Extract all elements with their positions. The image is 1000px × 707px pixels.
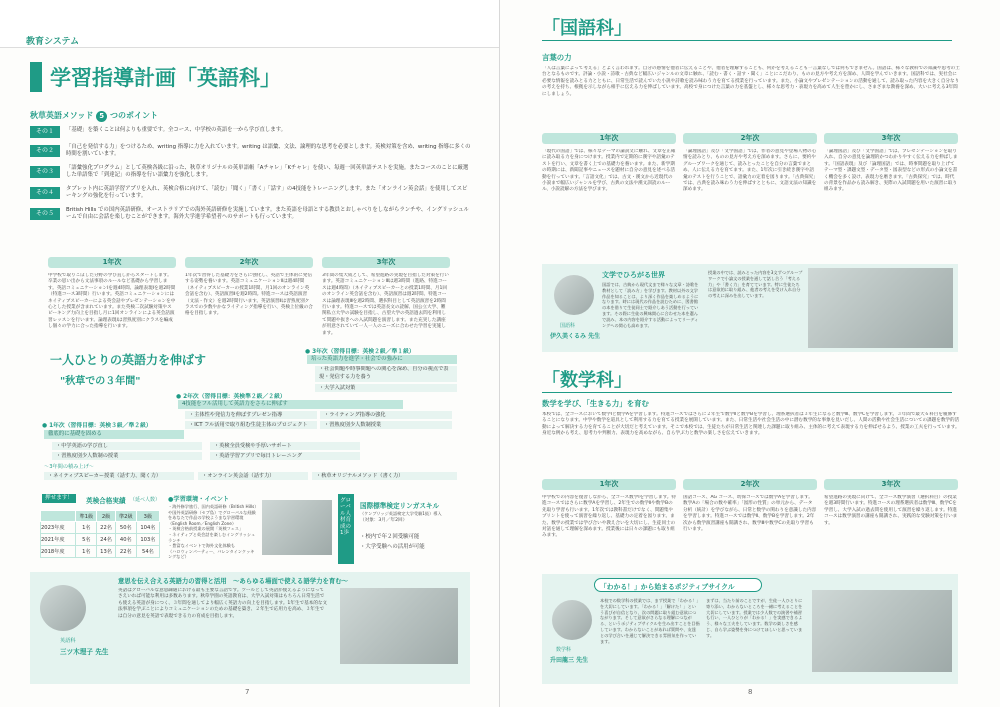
math-teacher-photo (552, 600, 592, 640)
math-teacher-role: 数学科 (556, 647, 572, 653)
env-list (168, 504, 258, 560)
table-cell: 2023年度 (41, 522, 76, 534)
course-item: ・校内で年２回受験可能 (360, 534, 420, 540)
stage3-item: ・社会問題や時事問題への関心を深め、自分の視点で表現・発信する力を養う (315, 366, 457, 382)
stage3-bar: 培った英語力を進学・社会での強みに (307, 355, 457, 364)
env-title: ●学習環境・イベント (168, 496, 230, 503)
math-year-3-label: 3年次 (824, 479, 958, 490)
table-cell: 13名 (97, 546, 115, 558)
stage1-item: ・ネイティブスピーカー授業（話す力、聞く力） (44, 472, 194, 480)
literature-class-photo (808, 268, 953, 348)
course-item: ・大学受験への活用が可能 (360, 544, 425, 550)
math-title: 「数学科」 (542, 370, 632, 391)
year-3-label: 3年次 (322, 257, 450, 268)
stage2-item: ・主体性や発信力を伸ばすプレゼン指導 (185, 411, 317, 419)
stage2-item: ・ICT フル活用で取り組む生徒主体のプロジェクト (185, 421, 317, 429)
jp-title: 「国語科」 (542, 18, 632, 39)
stage1-item: ・秋草オリジナルメソッド（書く力） (312, 472, 457, 480)
math-intro: 本校では、全コースにおいて数学Ⅰと数学Aを学習します。特進コースではさらに２年生で数学Ⅱと数学Bを学習し、理系選択者は３年生になると数学Ⅲ、数学Cを学習します。３年間で最大６科目を履修することになります。中学や数学を道具として利用する力を育てる授業を展開しています。また、日常生活や社会生活の中に潜む数学的な事象を見いだし、人間の活動や社会生活についての課題を数学的活動によって解決する力を育てることが大切だと考えています。そこで本校では、生徒たちが日常生活と関連した課題に取り組み、主体的に考えて表現する力を伸ばせるよう、授業の工夫を行っています。身近な例から考え、思考力や判断力、表現力を高めながら、自ら学ぶ力と数学の楽しさを伝えていきます。 (542, 412, 960, 437)
point-text: 「語彙強化プログラム」として英検各級に沿った、秋草オリジナルの英単語帳「Aチャレ」「Kチャレ」を使い、毎週一回英単語テストを実施。またコースのことに厳選した単語集で「到達記」の指導を行い語彙力を強化します。 (66, 165, 469, 179)
page-number: 8 (748, 688, 753, 696)
math-year-1-label: 1年次 (542, 479, 676, 490)
stage1-item: ・英語学習アプリで毎日トレーニング (210, 452, 360, 460)
stage2-bar: 4技能をフル活用して英語力をさらに伸ばす (178, 400, 403, 409)
year-3-text: 3年間の集大成として、希望進路の実現を目指した対策を行います。英語コミュニケーションⅢは週3時間（進路、特進コースは週4時間）（ネイティブスピーカーとの授業1時間、月1回のオンライン英会話を含む）、英語演習は週2時間、特進コースは論理表現Ⅲを週2時間、選択科目として英語演習を2時間行います。特進コースでは英語長文の読解、国公立大学、難関私立大学の試験を目指し、古望大学の英語過去問を利用して問題や抜きへの入試問題を演習します。また充実した講座が用意されていて一人一人のニーズに合わせた学習を実施します。 (322, 273, 449, 336)
table-cell: 103名 (136, 534, 159, 546)
page-8 (500, 0, 1000, 707)
literature-teacher-photo (554, 275, 594, 315)
course-note: （対象：3月／年2回） (360, 518, 408, 523)
global-banner-text: グローバル人材育成の1歩 (340, 498, 352, 537)
teacher-name: 三ツ木理子 先生 (60, 648, 109, 656)
point-item (30, 207, 475, 228)
points-title-post: つのポイント (109, 111, 158, 120)
stage2-title: ● 2年次（習得目標：英検準２級／２級） (176, 394, 286, 400)
positive-text-2: まずは、当たり前のことですが、生徒一人ひとりに寄り添い、わからないところを一緒に考えることを大切にしています。授業では少人数での演習や補習も行い、一人ひとりが「わかる！」を実感できるよう、様々な工夫をしています。数学の楽しさを感じ、自ら学ぶ姿勢を身につけてほしいと思っています。 (706, 598, 803, 638)
math-year-2-label: 2年次 (683, 479, 817, 490)
env-item: ・豊富なイベントで海外文化体験も (168, 543, 236, 549)
results-note: （延べ人数） (130, 497, 161, 503)
jp-year-3-text: 「論理国語」及び「文学国語」では、プレゼンテーションを取り入れ、自分の意見を論理的かつわかりやすく伝える力を伸ばします。「国語表現」及び「論理国語」では、時事問題を取り上げてテーマ型・課題文型・データ型・図表型などの形式の小論文を書く機会を多く設け、表現力を磨きます。「古典探究」では、時代の背景を作品から読み解き、実際の入試問題を用いた演習に取り組みます。 (824, 149, 958, 193)
table-cell: 24名 (97, 534, 115, 546)
teacher-text: 英語はグローバルな意思疎通における最も主要な言語です。ツールとして英語が使えるようになってさえいれば可能な利用は多数あります。秋草学園の英語教育は、大学入試対策はもちろん日常生活でも使える英語が身につく、３年間を通してより幅広く英語力の向上を目指します。1年生で基本的な文法事項を学ぶことによりコミュニケーションのための基礎を築き、２年生で応用力を高め、３年生では自分の意見を英語で表現できる力の育成を目指します。 (118, 588, 328, 619)
stage2-item: ・習熟度別少人数制授業 (320, 421, 452, 429)
year-1-text: 中学校で取りこぼした分野の学び直しからスタートします。卒業の思い出から文法事項のルールなど基礎から学習します。英語コミュニケーションⅠを週4時間、論理表現Ⅰを週2時間（特進コース3時間）行います。英語コミュニケーションにはネイティブスピーカーによる英会話やプレゼンテーションを中心とした授業が含まれています。また英検二次試験対策やスピーキング力向上を目指し月に1回オンラインによる英会話演習レッスンを行います。論理表現Ⅰは習熟度別にクラスを編成し個々の学力に合った指導を行います。 (48, 273, 176, 330)
event-photo (262, 500, 332, 555)
teacher-photo (40, 585, 86, 631)
table-cell: 1名 (76, 522, 97, 534)
point-item (30, 186, 475, 207)
positive-text: 本校での数学科の授業では、まず授業で「わかる！」を大切にしています。「わかる！」「解けた！」という喜びが自信となり、次の問題に取り組む意欲につながります。そして意欲がさらなる理解につながる、というポジティブサイクルを生み出すことを目指しています。わからないことがあれば質問や、友達との学び合いを通じて解決できる雰囲気を作っています。 (600, 598, 700, 644)
title-accent (30, 62, 42, 92)
point-item (30, 144, 475, 165)
table-row (41, 534, 160, 546)
page-title: 学習指導計画「英語科」 (50, 66, 281, 90)
table-cell: 22名 (97, 522, 115, 534)
table-row (41, 546, 160, 558)
table-cell: 50名 (115, 522, 136, 534)
stage3-title: ● 3年次（習得目標：英検２級／準１級） (305, 349, 415, 355)
jp-underline (542, 40, 952, 41)
point-text: 「自己を発信する力」をつけるため、writing 指導に力を入れています。writing は語彙、文法、論理的な思考を必要とします。英検対策を含め、writing 指導に多くの時間を割いています。 (66, 144, 471, 158)
points-title-pre: 秋草英語メソッド (30, 111, 94, 120)
point-label: その３ (30, 166, 60, 178)
points-list (30, 125, 475, 228)
math-class-photo (812, 590, 952, 672)
table-row (41, 522, 160, 534)
point-text: 「基礎」を築くことは何よりも重要です。全コース、中学校の英語を一から学び直します。 (66, 127, 287, 133)
point-label: その２ (30, 145, 60, 157)
jp-intro: 「人は言葉によって考える」とよく言われます。自分の感情を他者に伝えることや、他者を理解することも、何かを考えることも一言葉なしでは何もできません。国語は、様々な教科での知識や思考の土台となるものです。評論・小説・詩歌・古典など幅広いジャンルの文章に触れ、「読む・書く・話す・聞く」ことにこだわり、ものの見方や考え方を深め、人間を学んでいきます。国語科では、実社会に必要な情報を読みとる力とともに、日常生活で読んでいた小説や詩歌を読み味わう力を育てる授業を行っています。また、小論文やプレゼンテーションの活動を通して、読み取った内容を大きく自分なりの考えを持ち、根拠を示しながら相手に伝える力を伸ばしています。高校で身につけた言葉の力を基盤とし、様々な思考力・表現力を高めて人生を豊かにし、さまざまな教養を深め、大いに考える3年間にしましょう。 (542, 66, 960, 97)
jp-year-1-text: 「現代の国語」では、様々なテーマの論説文に触れ、文章を正確に読み取る力を身につけます。授業内で定期的に漢字や語彙のテストを行い、文章を書く上での基礎力を養います。また、新学期の時期には、新聞記事やニュースを題材に自分の意見を述べる活動を行っています。「言語文化」では、古文・漢文から近現代の小説まで幅広いジャンルを学び、古典の文法や漢文訓読のルール、小説読解の方法を学びます。 (542, 149, 676, 193)
stage1-bar: 徹底的に基礎を固める (44, 430, 184, 439)
table-cell: 1名 (76, 546, 97, 558)
class-photo (340, 588, 458, 664)
jp-year-3-label: 3年次 (824, 133, 958, 144)
year-2-text: 1年次で習得した基礎力をさらに強化し、英語で主体的に発信する姿勢を養います。英語コミュニケーションⅡは週4時間（ネイティブスピーカーの授業1時間、月1回のオンライン英会話を含む）、英語演習Ⅱを週2時間。特進コースは英語演習（文法・作文）を週2時間行います。英語演習Ⅱは習熟度別クラスでの少数やかなライティング指導を行い、英検上位級の合格を目指します。 (185, 273, 313, 317)
table-cell (41, 511, 76, 522)
stage1-divider: ～3年間の積み上げ～ (44, 464, 94, 470)
stage1-item: ・英検全員受検や手厚いサポート (210, 442, 360, 450)
teacher-role: 英語科 (60, 638, 76, 644)
env-item: （English Room／English Zone） (168, 520, 237, 526)
env-item: ・ネイティブと英会話を楽しむイングリッシュランチ (168, 531, 256, 543)
positive-title: 「わかる！」から始まるポジティブサイクル (600, 583, 735, 591)
literature-title: 文学でひろがる世界 (602, 271, 665, 279)
math-year-3-text: 希望進路の実現に向けて、全コース数学演習（選択科目）の授業を週3時間行います。特進コースの理系選択者は数学Ⅲ、数学Cを学習し、大学入試の過去問を使用して演習を繰り返します。特進コースは数学演習の講座も開講され、実践的な受験対策を行います。 (824, 495, 958, 526)
point-text: British Hills での国内英語研修、オーストラリアでの海外英語研修を実施しています。また英語を母語とする教員とおしゃべりをしながらランチや、イングリッシュルームで自由に会話を楽しむことができます。海外大学進学希望者へのサポートも行っています。 (66, 207, 469, 221)
env-item: ・海外修学旅行、国内英語研修（British Hills）や国外英語研修（セブ島）でグローバルな経験をあなたで作品の学校ようまな学習環境 (168, 504, 257, 521)
math-year-1-text: 中学校での内容を復習しながら、全コース数学Ⅰを学習します。特進コースではさらに数学Aを学習し、2年生での数学Ⅱや数学Bの先取り学習も行います。1年次では教科書だけでなく、問題集やプリントを使って演習を繰り返し、基礎力の定着を図ります。また、数学の授業では学び合いや教え合いを大切にし、生徒同士の対話を通して理解を深めます。授業後には日々の課題にも取り組みます。 (542, 495, 676, 539)
jp-year-1-label: 1年次 (542, 133, 676, 144)
results-title: 英検合格実績 (86, 497, 126, 505)
point-label: その４ (30, 187, 60, 199)
point-item (30, 165, 475, 186)
table-cell: 3級 (136, 511, 159, 522)
table-cell: 40名 (115, 534, 136, 546)
table-cell: 54名 (136, 546, 159, 558)
course-title: 国際標準検定リンガスキル (360, 502, 440, 510)
stage3-item: ・大学入試対策 (315, 384, 457, 392)
growth-subtitle: "秋草での３年間" (60, 376, 141, 387)
table-cell: 準2級 (115, 511, 136, 522)
points-heading (30, 110, 158, 122)
course-subtitle: （ケンブリッジ英語検定大学受験1級）導入 (360, 511, 442, 516)
stage1-item: ・中学英語の学び直し (52, 442, 202, 450)
math-underline (542, 392, 952, 393)
literature-text: 国語では、古典から現代文まで様々な文章・詩歌を教材として「読み方」を学びます。教材以外の文学作品を知ることは、より深く作品を楽しめるようになります。時には現代の作品を読むために、図書館の本を借りて生徒同士で紹介しあう活動を行っています。その際に生徒の興味関心に合わせた本を選んで読み、本の内容を紹介する活動によってリーディングへの関心も高めます。 (602, 282, 699, 328)
table-cell: 5名 (76, 534, 97, 546)
point-item (30, 125, 475, 144)
table-cell: 準1級 (76, 511, 97, 522)
env-item: （ハロウィンパーティー、バレンタインクッキングなど） (168, 548, 255, 560)
jp-year-2-text: 「論理国語」及び「文学国語」では、作者の意見や登場人物の心情を読みとり、ものの見方や考え方を深めます。さらに、要約やグループワークを通じて、読みとったことを自分の言葉でまとめ、人に伝える力を育てます。また、1年次に引き続き漢字や語彙のテストを行うことで、語彙力の定着を図ります。「古典探究」では、古典を読み味わう力を伸ばすとともに、文語文法の知識を深めます。 (683, 149, 817, 193)
table-cell: 2級 (97, 511, 115, 522)
literature-name: 伊久美くるみ 先生 (550, 333, 601, 340)
header-label: 教育システム (26, 37, 80, 47)
math-teacher-name: 升田龍三 先生 (550, 657, 589, 664)
point-label: その５ (30, 208, 60, 220)
literature-role: 国語科 (560, 323, 576, 329)
stage1-item: ・オンライン英会話（話す力） (198, 472, 308, 480)
table-cell: 2018年度 (41, 546, 76, 558)
table-cell: 2021年度 (41, 534, 76, 546)
growth-title: 一人ひとりの英語力を伸ばす (50, 353, 207, 367)
stage1-item: ・習熟度別少人数制の授業 (52, 452, 202, 460)
table-cell: 104名 (136, 522, 159, 534)
point-text: タブレット内に英語学習アプリを入れ、英検合格に向けて、「読む」「聞く」「書く」「話す」の4技能をトレーニングします。また「オンライン英会話」を使用してスピーキングの強化を行っています。 (66, 186, 468, 200)
math-subtitle: 数学を学び、「生きる力」を育む (542, 399, 649, 408)
stage1-title: ● 1年次（習得目標：英検３級／準２級） (42, 423, 152, 429)
results-hint: 押せます！ (42, 494, 76, 503)
year-1-label: 1年次 (48, 257, 176, 268)
results-table (40, 510, 160, 558)
page-number: 7 (245, 688, 250, 696)
math-year-2-text: 国語コース、AG コース、幼保コースでは数学Aを学習します。数学Aの「場合の数や確率」「図形の性質」の単元から、データ分析（統計）を学びながら、日常と数学の関わりを意識した内容を学習します。特進コースでは数学Ⅱ、数学Bを学習します。2年次から数学演習講座も開講され、数学Ⅲや数学Cの先取り学習も行います。 (683, 495, 817, 533)
points-number-badge: 5 (96, 111, 107, 122)
literature-text-2: 授業の中では、読みとった内容を3文ずつグループワークで小論文の授業を通して話し合う「考える力」や「書く力」を育てています。特に生徒たちは意欲的に取り組み、他者の考えを受け入れ自分の考えに深みを出しています。 (708, 270, 803, 299)
stage2-item: ・ライティング指導の強化 (320, 411, 452, 419)
teacher-heading: 意思を伝え合える英語力の習得と活用 ～あらゆる場面で使える語学力を育む～ (118, 577, 349, 585)
table-row (41, 511, 160, 522)
jp-year-2-label: 2年次 (683, 133, 817, 144)
table-cell: 22名 (115, 546, 136, 558)
point-label: その１ (30, 126, 60, 138)
env-item: ・英検合格前授業の展開「英検フェス」 (168, 526, 244, 532)
jp-subtitle: 言葉の力 (542, 53, 572, 62)
year-2-label: 2年次 (185, 257, 313, 268)
